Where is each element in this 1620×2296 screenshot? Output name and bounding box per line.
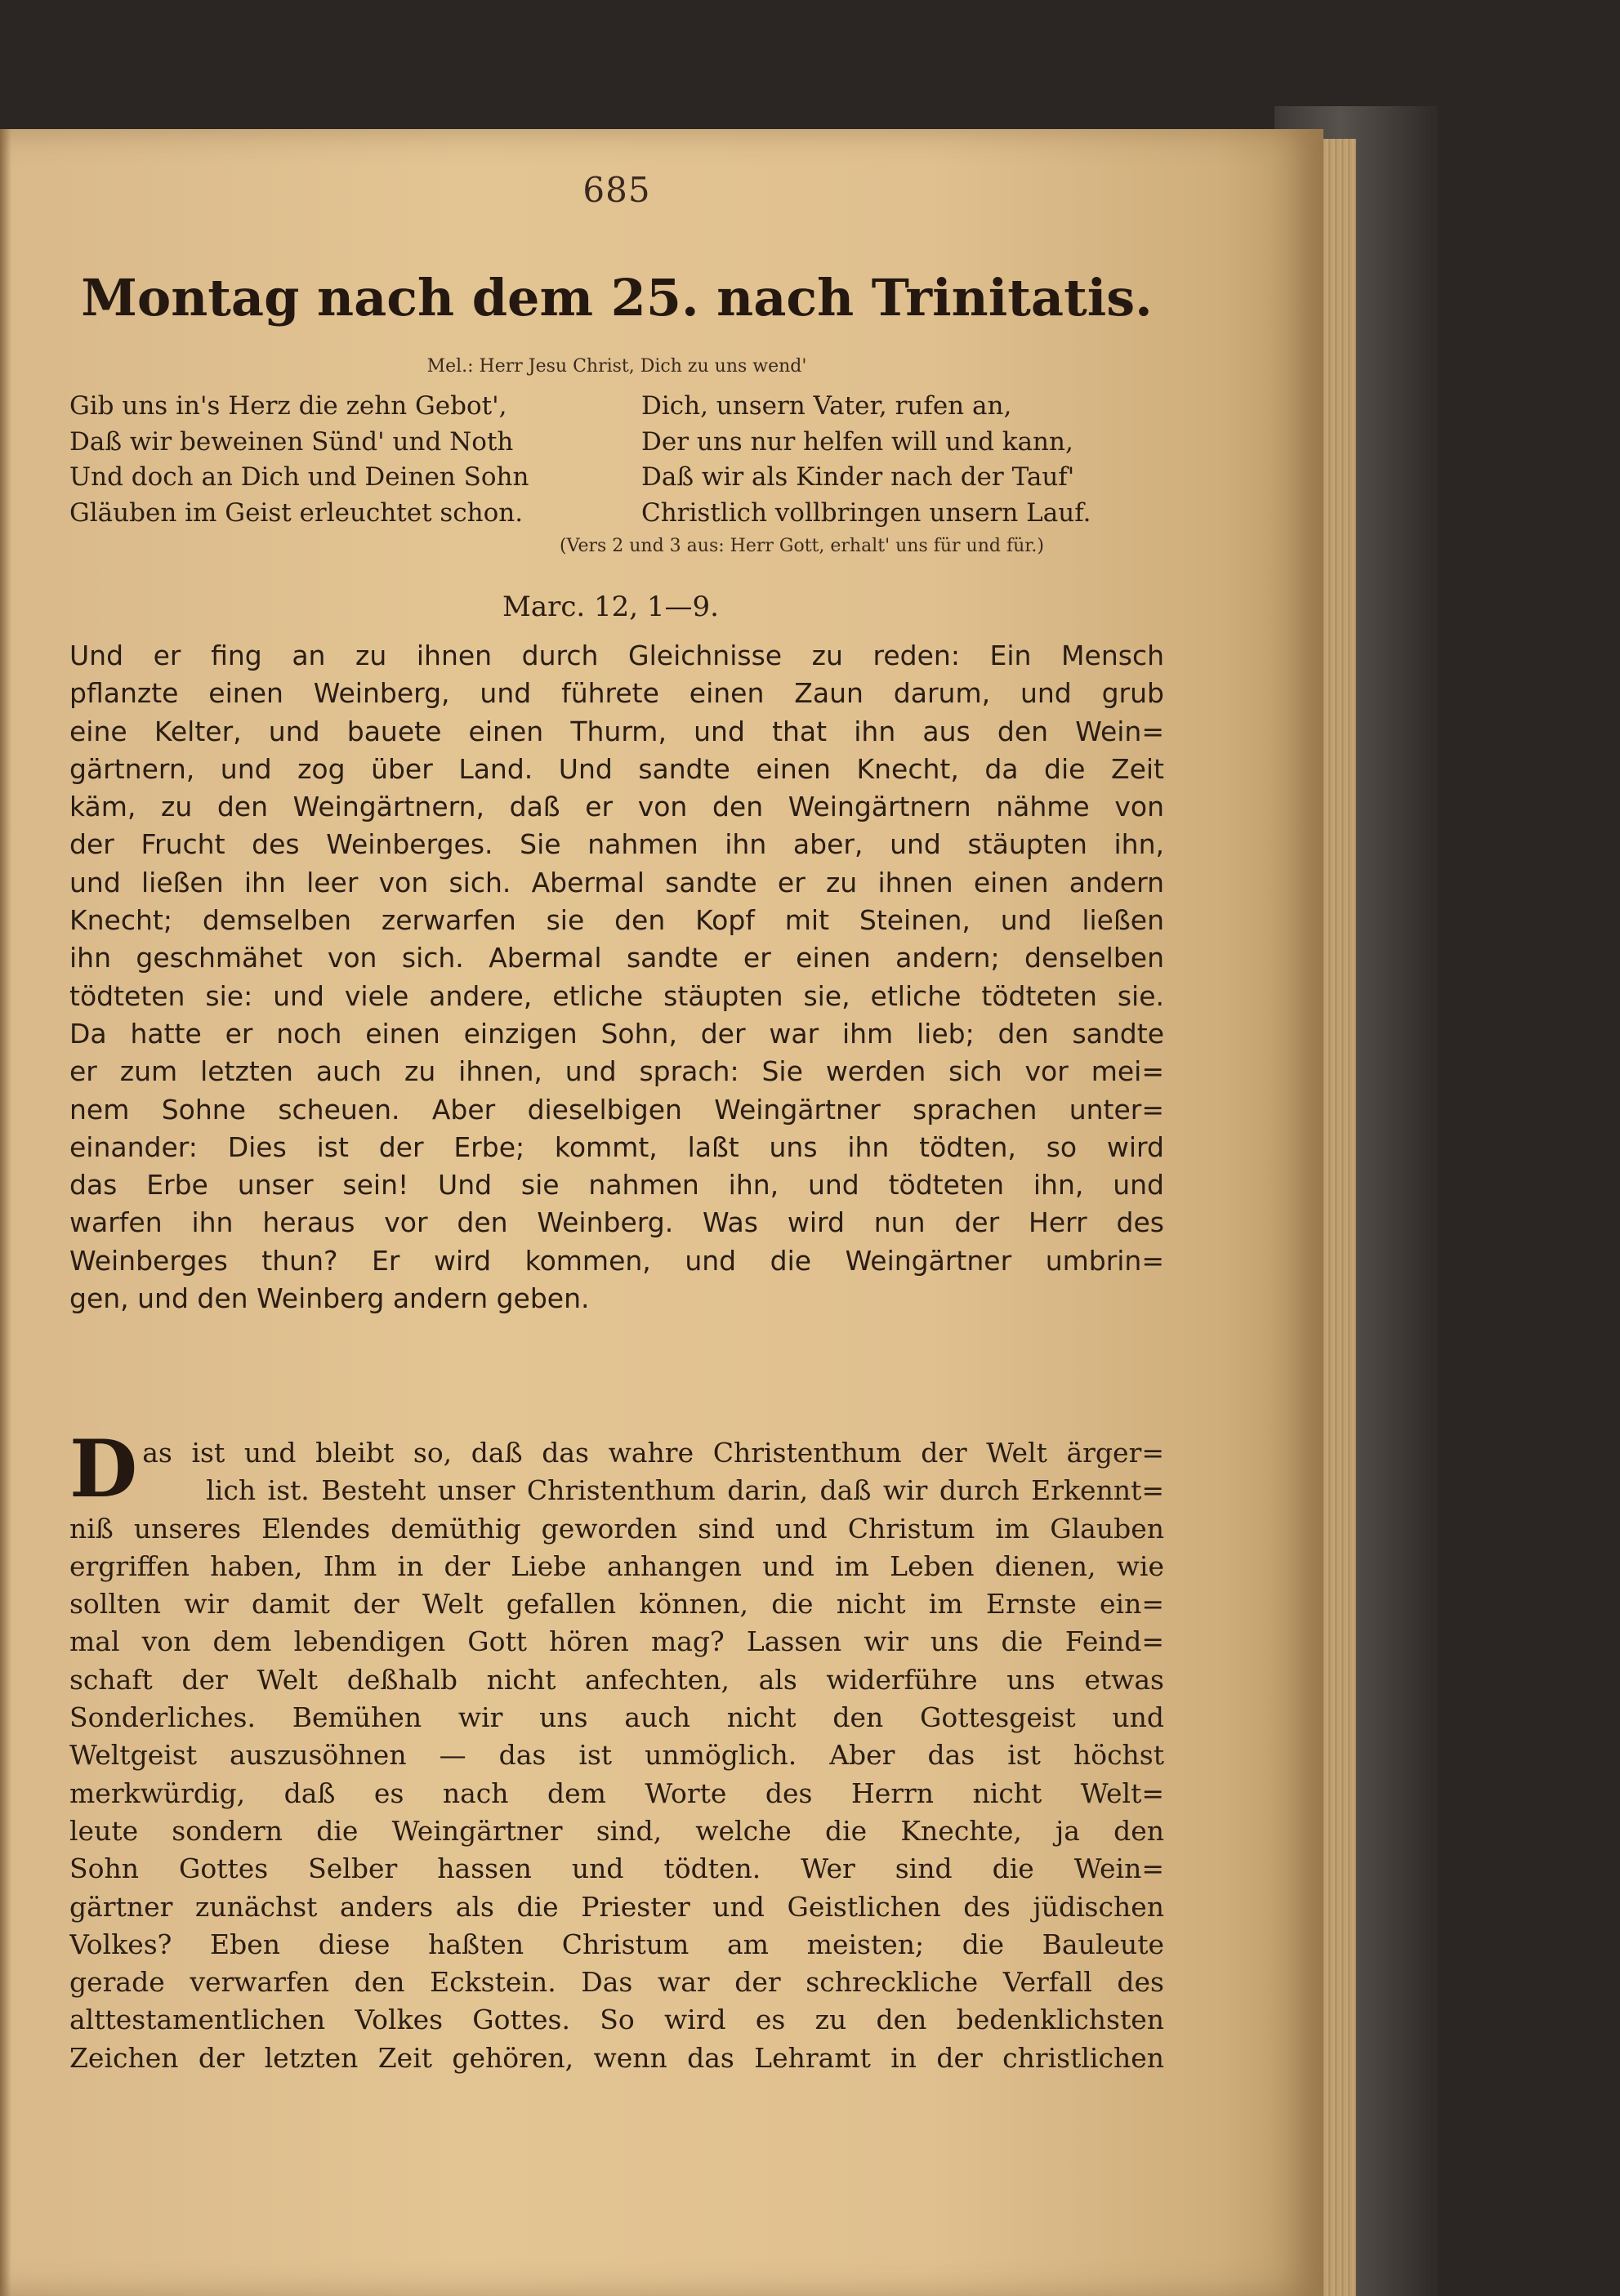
hymn-line: Gläuben im Geist erleuchtet schon.: [69, 497, 524, 528]
scripture-line: er zum letzten auch zu ihnen, und sprach: Sie werden sich vor mei=: [69, 1055, 1164, 1088]
hymn-line: Daß wir beweinen Sünd' und Noth: [69, 426, 514, 457]
sermon-line: Sonderliches. Bemühen wir uns auch nicht den Gottesgeist und: [69, 1701, 1164, 1734]
sermon-line: Zeichen der letzten Zeit gehören, wenn das Lehramt in der christlichen: [69, 2041, 1164, 2074]
scripture-line: Und er fing an zu ihnen durch Gleichnisse zu reden: Ein Mensch: [69, 640, 1164, 671]
hymn-melody: Mel.: Herr Jesu Christ, Dich zu uns wend': [426, 356, 807, 377]
page-number: 685: [582, 170, 651, 210]
sermon-line: Volkes? Eben diese haßten Christum am meisten; die Bauleute: [69, 1928, 1164, 1960]
scripture-line: das Erbe unser sein! Und sie nahmen ihn, und tödteten ihn, und: [69, 1169, 1164, 1201]
drop-cap: D: [69, 1423, 138, 1515]
hymn-source: (Vers 2 und 3 aus: Herr Gott, erhalt' uns für und für.): [560, 536, 1044, 556]
scripture-line: tödteten sie: und viele andere, etliche stäupten sie, etliche tödteten sie.: [69, 979, 1164, 1012]
hymn-line: Gib uns in's Herz die zehn Gebot',: [69, 391, 507, 421]
hymn-line: Der uns nur helfen will und kann,: [641, 426, 1073, 457]
sermon-line: gärtner zunächst anders als die Priester und Geistlichen des jüdischen: [69, 1890, 1164, 1923]
scripture-line: nem Sohne scheuen. Aber dieselbigen Weingärtner sprachen unter=: [69, 1093, 1164, 1126]
sermon-line: niß unseres Elendes demüthig geworden sind und Christum im Glauben: [69, 1512, 1164, 1545]
scripture-line: Weinberges thun? Er wird kommen, und die Weingärtner umbrin=: [69, 1244, 1164, 1277]
sermon-text: [69, 1423, 1164, 2077]
scripture-line: eine Kelter, und bauete einen Thurm, und that ihn aus den Wein=: [69, 715, 1164, 747]
sermon-line: merkwürdig, daß es nach dem Worte des Herrn nicht Welt=: [69, 1777, 1164, 1809]
hymn-verse-right: [641, 389, 1091, 531]
hymn-line: Daß wir als Kinder nach der Tauf': [641, 462, 1075, 492]
sermon-line: as ist und bleibt so, daß das wahre Christenthum der Welt ärger=: [142, 1437, 1164, 1469]
scripture-line: gärtnern, und zog über Land. Und sandte einen Knecht, da die Zeit: [69, 752, 1164, 785]
hymn-verse-left: [69, 389, 529, 531]
hymn-line: Christlich vollbringen unsern Lauf.: [641, 497, 1091, 528]
hymn-line: Dich, unsern Vater, rufen an,: [641, 391, 1012, 421]
sermon-line: sollten wir damit der Welt gefallen können, die nicht im Ernste ein=: [69, 1588, 1164, 1621]
scripture-line: einander: Dies ist der Erbe; kommt, laßt uns ihn tödten, so wird: [69, 1130, 1164, 1163]
sermon-line: gerade verwarfen den Eckstein. Das war der schreckliche Verfall des: [69, 1966, 1164, 1999]
page-title: Montag nach dem 25. nach Trinitatis.: [81, 268, 1153, 328]
sermon-line: Weltgeist auszusöhnen — das ist unmöglich. Aber das ist höchst: [69, 1739, 1164, 1772]
sermon-line: mal von dem lebendigen Gott hören mag? Lassen wir uns die Feind=: [69, 1625, 1164, 1658]
scripture-line: ihn geschmähet von sich. Abermal sandte er einen andern; denselben: [69, 942, 1164, 974]
sermon-line: lich ist. Besteht unser Christenthum darin, daß wir durch Erkennt=: [206, 1474, 1164, 1507]
scripture-line: pflanzte einen Weinberg, und führete einen Zaun darum, und grub: [69, 677, 1164, 710]
scripture-line: warfen ihn heraus vor den Weinberg. Was wird nun der Herr des: [69, 1206, 1164, 1239]
sermon-line: leute sondern die Weingärtner sind, welche die Knechte, ja den: [69, 1814, 1164, 1847]
scripture-line: Knecht; demselben zerwarfen sie den Kopf mit Steinen, und ließen: [69, 904, 1164, 937]
hymn-line: Und doch an Dich und Deinen Sohn: [69, 462, 529, 492]
scripture-line: Da hatte er noch einen einzigen Sohn, der war ihm lieb; den sandte: [69, 1017, 1164, 1050]
scripture-line: und ließen ihn leer von sich. Abermal sandte er zu ihnen einen andern: [69, 866, 1164, 898]
sermon-line: ergriffen haben, Ihm in der Liebe anhangen und im Leben dienen, wie: [69, 1549, 1164, 1582]
sermon-line: alttestamentlichen Volkes Gottes. So wird es zu den bedenklichsten: [69, 2004, 1164, 2036]
scripture-line: gen, und den Weinberg andern geben.: [69, 1282, 590, 1315]
scripture-reference: Marc. 12, 1—9.: [502, 591, 719, 623]
sermon-line: schaft der Welt deßhalb nicht anfechten, als widerführe uns etwas: [69, 1663, 1164, 1696]
book-page: [0, 129, 1323, 2296]
scripture-line: käm, zu den Weingärtnern, daß er von den Weingärtnern nähme von: [69, 791, 1164, 823]
scripture-line: der Frucht des Weinberges. Sie nahmen ihn aber, und stäupten ihn,: [69, 828, 1164, 861]
scripture-passage: [69, 637, 1164, 1317]
sermon-line: Sohn Gottes Selber hassen und tödten. Wer sind die Wein=: [69, 1852, 1164, 1885]
